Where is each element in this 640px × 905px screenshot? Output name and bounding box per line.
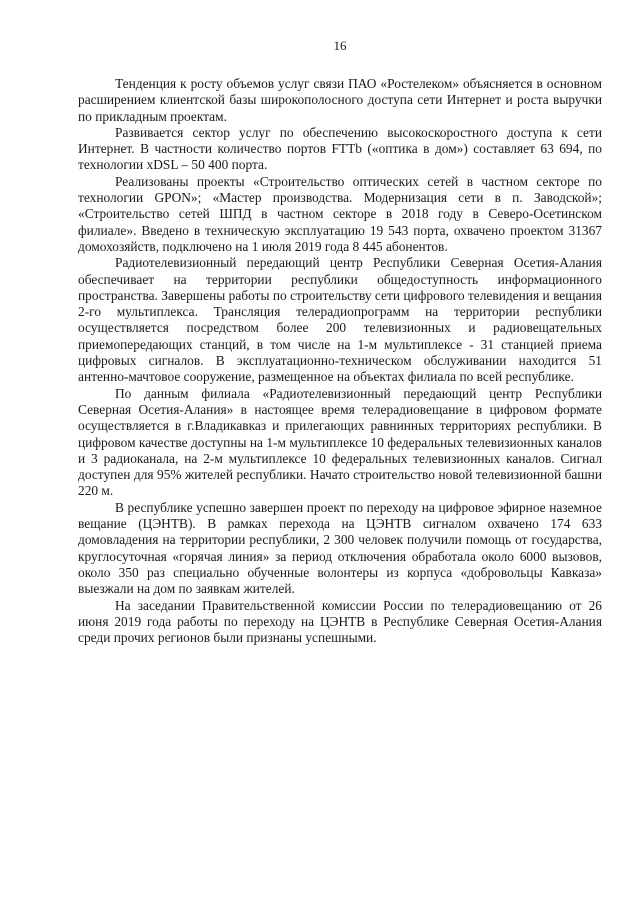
paragraph-broadband-ports: Развивается сектор услуг по обеспечению высокоскоростного доступа к сети Интернет. В частности количество портов FTTb («оптика в дом») составляет 63 694, по технологии xDSL – 50 400 порта.	[78, 124, 602, 173]
paragraph-commission-decision: На заседании Правительственной комиссии России по телерадиовещанию от 26 июня 2019 года работы по переходу на ЦЭНТВ в Республике Северная Осетия-Алания среди прочих регионов были признаны успешными.	[78, 597, 602, 646]
page-number: 16	[333, 38, 347, 53]
document-body	[78, 76, 602, 646]
paragraph-rtrs-center: Радиотелевизионный передающий центр Республики Северная Осетия-Алания обеспечивает на территории республики общедоступность информационного пространства. Завершены работы по строительству сети цифрового телевидения и вещания 2-го мультиплекса. Трансляция телерадиопрограмм на территории республики осуществляется посредством более 200 телевизионных и радиовещательных приемопередающих станций, в том числе на 1-м мультиплексе - 31 станцией приема цифровых сигналов. В эксплуатационно-техническом обслуживании находится 51 антенно-мачтовое сооружение, размещенное на объектах филиала по всей республике.	[78, 255, 602, 385]
paragraph-projects: Реализованы проекты «Строительство оптических сетей в частном секторе по технологии GPON»; «Мастер производства. Модернизация сети в п. Заводской»; «Строительство сетей ШПД в частном секторе в 2018 году в Северо-Осетинском филиале». Введено в техническую эксплуатацию 19 543 порта, охвачено проектом 31367 домохозяйств, подключено на 1 июля 2019 года 8 445 абонентов.	[78, 173, 602, 254]
paragraph-digital-broadcast: По данным филиала «Радиотелевизионный передающий центр Республики Северная Осетия-Алания» в настоящее время телерадиовещание в цифровом формате осуществляется в г.Владикавказ и прилегающих равнинных территориях республики. В цифровом качестве доступны на 1-м мультиплексе 10 федеральных телевизионных каналов и 3 радиоканала, на 2-м мультиплексе 10 федеральных телевизионных каналов. Сигнал доступен для 95% жителей республики. Начато строительство новой телевизионной башни 220 м.	[78, 385, 602, 499]
paragraph-digital-transition: В республике успешно завершен проект по переходу на цифровое эфирное наземное вещание (ЦЭНТВ). В рамках перехода на ЦЭНТВ сигналом охвачено 174 633 домовладения на территории республики, 2 300 человек получили помощь от государства, круглосуточная «горячая линия» за период отключения обработала около 6000 вызовов, около 350 раз специально обученные волонтеры из корпуса «добровольцы Кавказа» выезжали на дом по заявкам жителей.	[78, 499, 602, 597]
paragraph-rostelecom-growth: Тенденция к росту объемов услуг связи ПАО «Ростелеком» объясняется в основном расширением клиентской базы широкополосного доступа сети Интернет и роста выручки по прикладным проектам.	[78, 76, 602, 124]
